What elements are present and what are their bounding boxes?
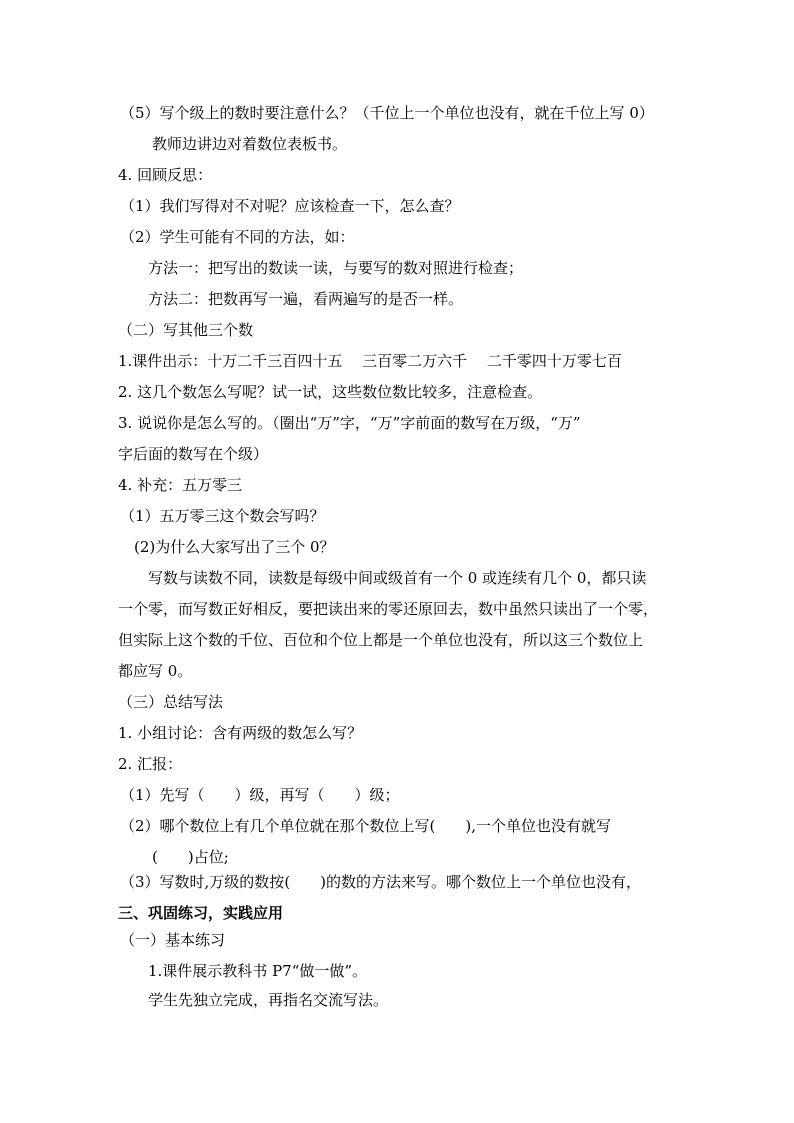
text-line: 1.课件展示教科书 P7“做一做”。 bbox=[148, 962, 368, 980]
text-line: 2. 汇报： bbox=[118, 755, 183, 773]
section-heading: （三）总结写法 bbox=[118, 693, 224, 711]
text-line: （1）五万零三这个数会写吗？ bbox=[120, 507, 325, 525]
text-line: 1.课件出示：十万二千三百四十五 三百零二万六千 二千零四十万零七百 bbox=[118, 352, 622, 370]
text-line: 学生先独立完成，再指名交流写法。 bbox=[148, 991, 389, 1009]
text-line: 2. 这几个数怎么写呢？试一试，这些数位数比较多，注意检查。 bbox=[118, 383, 543, 401]
text-line: 1. 小组讨论：含有两级的数怎么写？ bbox=[118, 724, 363, 742]
section-heading: （一）基本练习 bbox=[120, 931, 226, 949]
text-line: （1）我们写得对不对呢？应该检查一下，怎么查？ bbox=[120, 197, 460, 215]
text-line: ( )占位; bbox=[152, 848, 229, 866]
text-line: 字后面的数写在个级） bbox=[118, 445, 269, 463]
text-line: (2)为什么大家写出了三个 0？ bbox=[134, 538, 335, 556]
text-line: （3）写数时,万级的数按( )的数的方法来写。哪个数位上一个单位也没有， bbox=[120, 873, 642, 891]
text-line: 写数与读数不同，读数是每级中间或级首有一个 0 或连续有几个 0，都只读 bbox=[148, 569, 647, 587]
text-line: 一个零，而写数正好相反，要把读出来的零还原回去，数中虽然只读出了一个零， bbox=[118, 600, 659, 618]
text-line: 4. 补充：五万零三 bbox=[118, 476, 243, 494]
text-line: （5）写个级上的数时要注意什么？（千位上一个单位也没有，就在千位上写 0） bbox=[120, 104, 654, 122]
section-heading: （二）写其他三个数 bbox=[118, 321, 254, 339]
text-line: 但实际上这个数的千位、百位和个位上都是一个单位也没有，所以这三个数位上 bbox=[118, 631, 644, 649]
text-line: 方法一：把写出的数读一读，与要写的数对照进行检查； bbox=[148, 259, 524, 277]
text-line: 都应写 0。 bbox=[118, 662, 193, 680]
text-line: 3. 说说你是怎么写的。（圈出“万”字，“万”字前面的数写在万级，“万” bbox=[118, 414, 581, 432]
text-line: 教师边讲边对着数位表板书。 bbox=[152, 135, 348, 153]
text-line: 4. 回顾反思： bbox=[118, 166, 213, 184]
chapter-heading: 三、巩固练习，实践应用 bbox=[118, 904, 284, 922]
text-line: （2）哪个数位上有几个单位就在那个数位上写( ),一个单位也没有就写 bbox=[120, 817, 612, 835]
text-line: 方法二：把数再写一遍，看两遍写的是否一样。 bbox=[148, 290, 464, 308]
text-line: （2）学生可能有不同的方法，如： bbox=[120, 228, 355, 246]
text-line: （1）先写（ ）级，再写（ ）级； bbox=[120, 786, 400, 804]
